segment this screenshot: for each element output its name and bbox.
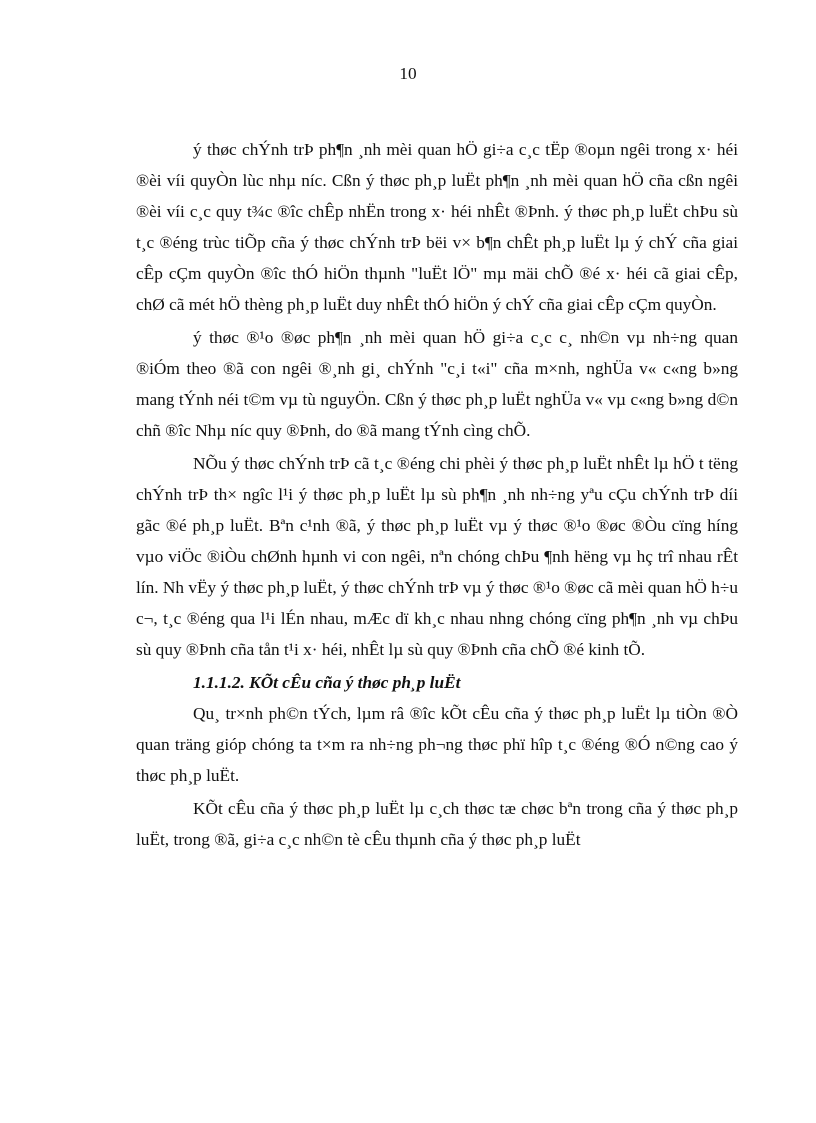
page-number: 10 bbox=[399, 64, 417, 83]
paragraph-interrelation: NÕu ý thøc chÝnh trÞ cã t¸c ®éng chi phèi ý thøc ph¸p luËt nhÊt lµ hÖ t tëng chÝnh trÞ th× ngîc l¹i ý thøc ph¸p luËt lµ sù ph¶n ¸nh nh÷ng yªu cÇu chÝnh trÞ díi gãc ®é ph¸p luËt. Bªn c¹nh ®ã, ý thøc ph¸p luËt vµ ý thøc ®¹o ®øc ®Òu cïng híng vµo viÖc ®iÒu chØnh hµnh vi con ngêi, nªn chóng chÞu ¶nh hëng vµ hç trî nhau rÊt lín. Nh vËy ý thøc ph¸p luËt, ý thøc chÝnh trÞ vµ ý thøc ®¹o ®øc cã mèi quan hÖ h÷u c¬, t¸c ®éng qua l¹i lÉn nhau, mÆc dï kh¸c nhau nhng chóng cïng ph¶n ¸nh vµ chÞu sù quy ®Þnh cña tån t¹i x· héi, nhÊt lµ sù quy ®Þnh cña chÕ ®é kinh tÕ. bbox=[136, 454, 738, 659]
section-heading: 1.1.1.2. KÕt cÊu cña ý thøc ph¸p luËt bbox=[193, 673, 461, 692]
body-text bbox=[136, 134, 738, 857]
paragraph-political-vs-legal: ý thøc chÝnh trÞ ph¶n ¸nh mèi quan hÖ gi÷a c¸c tËp ®oµn ngêi trong x· héi ®èi víi quyÒn lùc nhµ níc. Cßn ý thøc ph¸p luËt ph¶n ¸nh mèi quan hÖ cña cßn ngêi ®èi víi c¸c quy t¾c ®îc chÊp nhËn trong x· héi nhÊt ®Þnh. ý thøc ph¸p luËt chÞu sù t¸c ®éng trùc tiÕp cña ý thøc chÝnh trÞ bëi v× b¶n chÊt ph¸p luËt lµ ý chÝ cña giai cÊp cÇm quyÒn ®îc thÓ hiÖn thµnh "luËt lÖ" mµ mäi chÕ ®é x· héi cã giai cÊp, chØ cã mét hÖ thèng ph¸p luËt duy nhÊt thÓ hiÖn ý chÝ cña giai cÊp cÇm quyÒn. bbox=[136, 140, 738, 314]
paragraph-moral-vs-legal: ý thøc ®¹o ®øc ph¶n ¸nh mèi quan hÖ gi÷a c¸c c¸ nh©n vµ nh÷ng quan ®iÓm theo ®ã con ngêi ®¸nh gi¸ chÝnh "c¸i t«i" cña m×nh, nghÜa v« c«ng b»ng mang tÝnh néi t©m vµ tù nguyÖn. Cßn ý thøc ph¸p luËt nghÜa v« vµ c«ng b»ng d©n chñ ®îc Nhµ níc quy ®Þnh, do ®ã mang tÝnh cìng chÕ. bbox=[136, 328, 738, 440]
paragraph-structure-definition: KÕt cÊu cña ý thøc ph¸p luËt lµ c¸ch thøc tæ chøc bªn trong cña ý thøc ph¸p luËt, trong ®ã, gi÷a c¸c nh©n tè cÊu thµnh cña ý thøc ph¸p luËt bbox=[136, 799, 738, 849]
paragraph-structure-intro: Qu¸ tr×nh ph©n tÝch, lµm râ ®îc kÕt cÊu cña ý thøc ph¸p luËt lµ tiÒn ®Ò quan träng gióp chóng ta t×m ra nh÷ng ph¬ng thøc phï hîp t¸c ®éng ®Ó n©ng cao ý thøc ph¸p luËt. bbox=[136, 704, 738, 785]
